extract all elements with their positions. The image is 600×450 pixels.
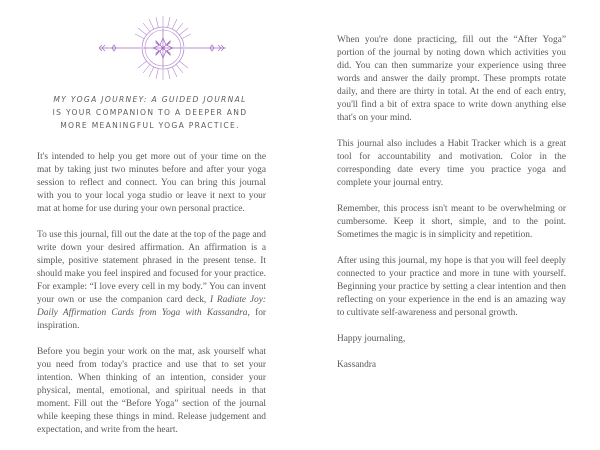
left-body-text bbox=[37, 151, 266, 450]
card-deck-title: I Radiate Joy: Daily Affirmation Cards from Yoga with Kassandra bbox=[37, 295, 266, 318]
paragraph-text: To use this journal, fill out the date at the top of the page and write down your desired affirmation. An affirmation is a simple, positive statement phrased in the present tense. It should make you feel inspired and focused for your practice. For example: “I love every cell in my body.” You can invent your own or use the companion card deck, bbox=[37, 230, 266, 305]
paragraph: Before you begin your work on the mat, ask yourself what you need from today's practice and use that to set your intention. When thinking of an intention, consider your physical, mental, emotional, and spiritual needs in that moment. Fill out the “Before Yoga” section of the journal while keeping these things in mind. Release judgement and expectation, and write from the heart. bbox=[37, 347, 266, 435]
paragraph bbox=[37, 229, 266, 333]
paragraph: After using this journal, my hope is that you will feel deeply connected to your practice and more in tune with yourself. Beginning your practice by setting a clear intention and then reflecting on your experience in the end is an amazing way to cultivate self-awareness and personal growth. bbox=[337, 256, 566, 318]
moon-sun-emblem-icon bbox=[98, 12, 228, 84]
left-page bbox=[0, 0, 300, 435]
intro-line-2: IS YOUR COMPANION TO A DEEPER AND bbox=[52, 108, 248, 117]
journal-title: MY YOGA JOURNEY: A GUIDED JOURNAL bbox=[53, 95, 247, 104]
paragraph: When you're done practicing, fill out the “After Yoga” portion of the journal by noting down which activities you did. You can then summarize your experience using three words and answer the daily prompt. These prompts rotate daily, and there are thirty in total. At the end of each entry, you'll find a bit of extra space to write down anything else that's on your mind. bbox=[337, 35, 566, 123]
signature: Kassandra bbox=[337, 360, 377, 370]
paragraph: It's intended to help you get more out of your time on the mat by taking just two minutes before and after your yoga session to reflect and connect. You can bring this journal with you to your local yoga studio or leave it next to your mat at home for use during your own personal practice. bbox=[37, 152, 266, 214]
intro-line-3: MORE MEANINGFUL YOGA PRACTICE. bbox=[60, 121, 240, 130]
intro-heading bbox=[30, 93, 270, 132]
paragraph: This journal also includes a Habit Tracker which is a great tool for accountability and motivation. Color in the corresponding date every time you practice yoga and complete your journal entry. bbox=[337, 139, 566, 188]
closing-line: Happy journaling, bbox=[337, 334, 406, 344]
paragraph: Remember, this process isn't meant to be overwhelming or cumbersome. Keep it short, simple, and to the point. Sometimes the magic is in simplicity and repetition. bbox=[337, 204, 566, 240]
right-page bbox=[300, 0, 600, 430]
paragraph-text: , for inspiration. bbox=[37, 308, 267, 331]
right-body-text bbox=[337, 34, 566, 385]
